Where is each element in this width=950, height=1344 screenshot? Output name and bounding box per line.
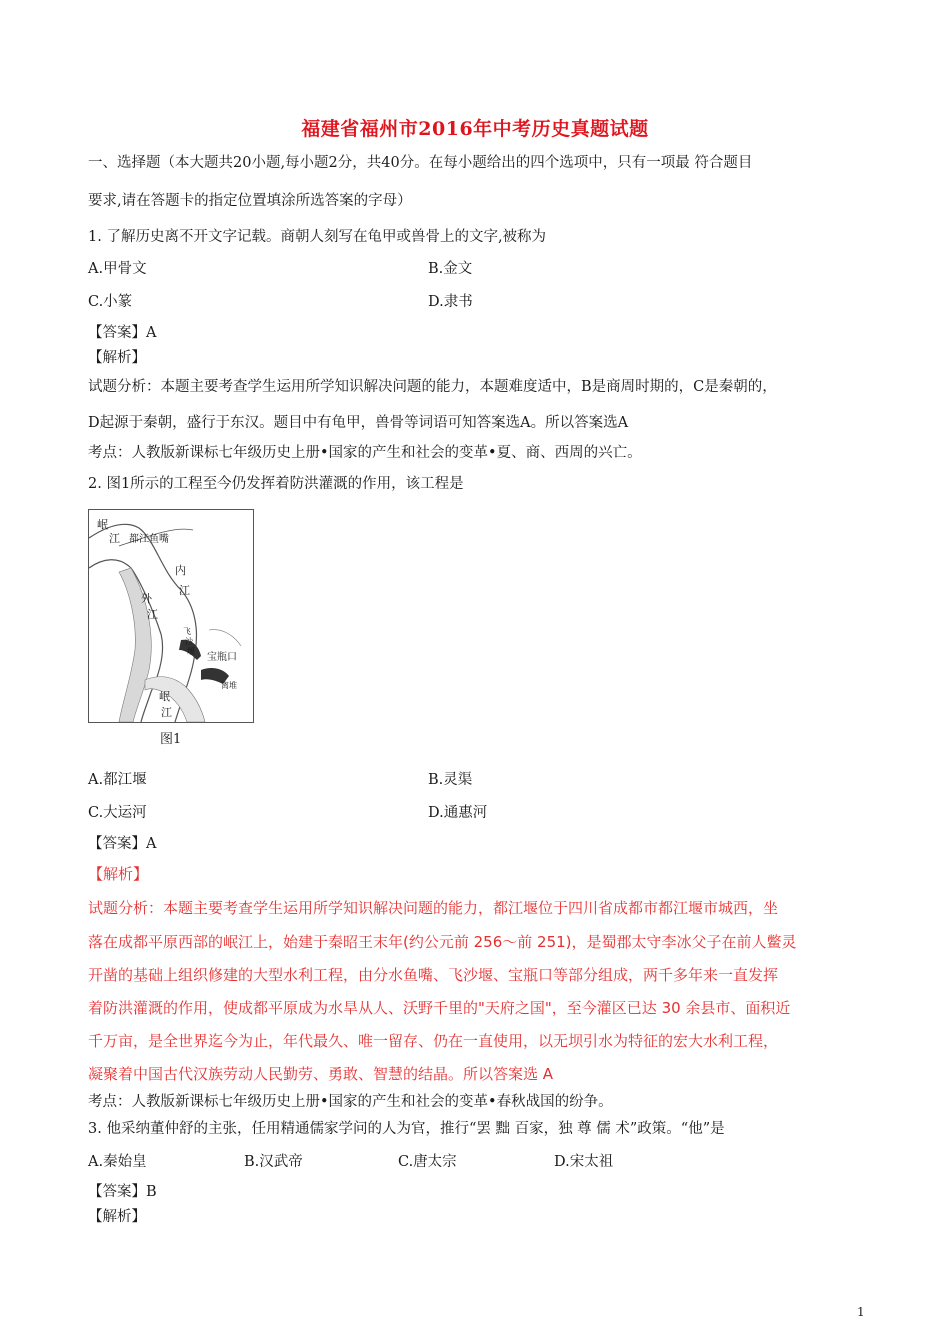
map-label-waijiang-1: 外 <box>141 592 152 605</box>
q2-analysis-line: 着防洪灌溉的作用，使成都平原成为水旱从人、沃野千里的"天府之国"，至今灌区已达 30 余县市、面积近 <box>88 999 791 1017</box>
figure-caption: 图1 <box>160 732 182 747</box>
q1-analysis-line2: D起源于秦朝，盛行于东汉。题目中有龟甲，兽骨等词语可知答案选A。所以答案选A <box>88 415 629 431</box>
q2-analysis-line: 开凿的基础上组织修建的大型水利工程，由分水鱼嘴、飞沙堰、宝瓶口等部分组成，两千多年来一直发挥 <box>88 966 779 984</box>
map-label-waijiang-2: 江 <box>147 608 158 621</box>
q1-option-b: B.金文 <box>428 261 473 277</box>
q3-option-a: A.秦始皇 <box>88 1154 147 1170</box>
q2-answer: 【答案】A <box>88 836 157 852</box>
q2-analysis-line: 落在成都平原西部的岷江上，始建于秦昭王末年(约公元前 256〜前 251)，是蜀郡太守李冰父子在前人鳖灵 <box>88 933 797 951</box>
q3-analysis-label: 【解析】 <box>88 1209 146 1225</box>
map-label-minjiang-bottom-2: 江 <box>161 706 172 719</box>
page-number: 1 <box>857 1305 865 1319</box>
q3-stem: 3. 他采纳董仲舒的主张，任用精通儒家学问的人为官，推行“罢 黜 百家，独 尊 儒 术”政策。“他”是 <box>88 1121 725 1137</box>
q2-analysis-line: 千万亩，是全世界迄今为止，年代最久、唯一留存、仍在一直使用，以无坝引水为特征的宏大水利工程， <box>88 1032 779 1050</box>
map-label-minjiang-top-2: 江 <box>109 532 120 545</box>
map-label-feisha-1: 飞 <box>183 627 191 636</box>
q2-option-c: C.大运河 <box>88 805 147 821</box>
map-label-yuzui: 都江鱼嘴 <box>129 534 169 545</box>
q1-analysis-label: 【解析】 <box>88 350 146 366</box>
dujiangyan-map-figure <box>88 509 254 723</box>
map-label-baoping: 宝瓶口 <box>207 652 237 663</box>
map-label-neijiang-2: 江 <box>179 584 190 597</box>
q1-option-c: C.小篆 <box>88 294 133 310</box>
q2-analysis-label: 【解析】 <box>88 865 149 883</box>
map-label-minjiang-top-1: 岷 <box>97 518 108 531</box>
q3-option-b: B.汉武帝 <box>244 1154 303 1170</box>
q1-kaodian: 考点：人教版新课标七年级历史上册•国家的产生和社会的变革•夏、商、西周的兴亡。 <box>88 445 642 461</box>
q2-option-b: B.灵渠 <box>428 772 473 788</box>
q1-analysis-line1: 试题分析：本题主要考查学生运用所学知识解决问题的能力，本题难度适中，B是商周时期的，C是秦朝的， <box>88 379 777 395</box>
map-label-minjiang-bottom-1: 岷 <box>159 690 170 703</box>
q3-option-d: D.宋太祖 <box>554 1154 614 1170</box>
q2-option-a: A.都江堰 <box>88 772 147 788</box>
map-label-feisha-2: 沙 <box>185 637 193 646</box>
q3-option-c: C.唐太宗 <box>398 1154 457 1170</box>
page-title: 福建省福州市2016年中考历史真题试题 <box>301 118 649 140</box>
q3-answer: 【答案】B <box>88 1184 157 1200</box>
q2-option-d: D.通惠河 <box>428 805 488 821</box>
section-intro-line1: 一、选择题（本大题共20小题,每小题2分，共40分。在每小题给出的四个选项中，只有一项最 符合题目 <box>88 155 753 171</box>
q2-analysis-line: 试题分析：本题主要考查学生运用所学知识解决问题的能力，都江堰位于四川省成都市都江堰市城西，坐 <box>88 899 779 917</box>
q2-kaodian: 考点：人教版新课标七年级历史上册•国家的产生和社会的变革•春秋战国的纷争。 <box>88 1094 613 1110</box>
q2-stem: 2. 图1所示的工程至今仍发挥着防洪灌溉的作用，该工程是 <box>88 476 464 492</box>
q2-analysis-line: 凝聚着中国古代汉族劳动人民勤劳、勇敢、智慧的结晶。所以答案选 A <box>88 1065 554 1083</box>
q1-option-d: D.隶书 <box>428 294 473 310</box>
map-label-lidui: 离堆 <box>221 681 237 690</box>
q1-stem: 1. 了解历史离不开文字记载。商朝人刻写在龟甲或兽骨上的文字,被称为 <box>88 229 547 245</box>
section-intro-line2: 要求,请在答题卡的指定位置填涂所选答案的字母） <box>88 193 412 209</box>
map-label-feisha-3: 堰 <box>187 647 195 656</box>
map-label-neijiang-1: 内 <box>175 564 186 577</box>
q1-option-a: A.甲骨文 <box>88 261 147 277</box>
q1-answer: 【答案】A <box>88 325 157 341</box>
